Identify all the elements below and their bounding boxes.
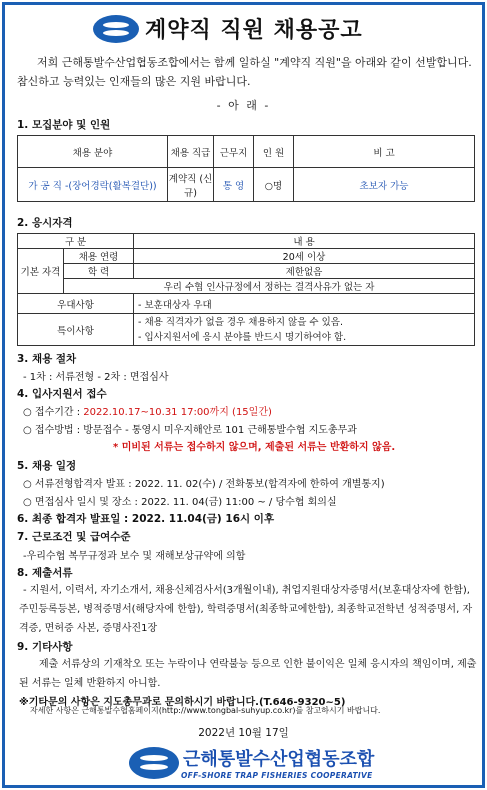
table-cell: 제한없음: [134, 264, 475, 279]
table-cell: [134, 314, 475, 346]
conditions-line: -우리수협 복무규정과 보수 및 재해보상규약에 의함: [23, 551, 246, 562]
table-header: 인 원: [254, 136, 294, 168]
intro-text: 저희 근해통발수산업협동조합에서는 함께 일하실 "계약직 직원"을 아래와 같이 선발합니다. 참신하고 능력있는 인재들의 많은 지원 바랍니다.: [17, 56, 472, 88]
table-cell: 채용 연령: [64, 249, 134, 264]
section-6-heading: 6. 최종 합격자 발표일 : 2022. 11.04(금) 16시 이후: [17, 513, 275, 525]
inquiry-note: ※기타문의 사항은 지도총무과로 문의하시기 바랍니다.(T.646-9320~5): [19, 697, 346, 708]
recruit-table: [17, 135, 475, 202]
section-8-heading: 8. 제출서류: [17, 567, 73, 579]
homepage-note: 자세한 사항은 근해통발수협홈페이지(http://www.tongbal-suhyup.co.kr)를 참고하시기 바랍니다.: [30, 706, 381, 715]
table-cell: 20세 이상: [134, 249, 475, 264]
table-cell: 특이사항: [18, 314, 134, 346]
footer: [5, 743, 482, 789]
footer-org-name: 근해통발수산업협동조합: [183, 749, 375, 770]
section-divider: - 아 래 -: [216, 99, 271, 112]
table-cell: - 보훈대상자 우대: [134, 294, 475, 314]
section-1-heading: 1. 모집분야 및 인원: [17, 119, 111, 131]
warning-line: * 미비된 서류는 접수하지 않으며, 제출된 서류는 반환하지 않음.: [113, 442, 396, 453]
period-label: ○ 접수기간 :: [23, 407, 84, 418]
special-note-2: - 입사지원서에 응시 분야를 반드시 명기하여야 함.: [138, 331, 347, 343]
table-cell: 가 공 직 -(장어경락(활복결단)): [18, 168, 168, 202]
section-5-heading: 5. 채용 일정: [17, 460, 77, 472]
etc-text: 제출 서류상의 기재착오 또는 누락이나 연락불능 등으로 인한 불이익은 일체 응시자의 책임이며, 제출된 서류는 일체 반환하지 아니함.: [19, 659, 477, 689]
table-cell: 학 력: [64, 264, 134, 279]
cooperative-logo-icon: [93, 15, 139, 43]
table-cell: 계약직 (신규): [168, 168, 214, 202]
schedule-line-2: ○ 면접심사 일시 및 장소 : 2022. 11. 04(금) 11:00 ~ / 당수협 회의실: [23, 497, 337, 508]
qualification-table: [17, 233, 475, 346]
table-header: 채용 분야: [18, 136, 168, 168]
notice-frame: [2, 2, 485, 788]
table-header: 비 고: [294, 136, 475, 168]
cooperative-logo-icon: [129, 747, 179, 779]
table-cell: 기본 자격: [18, 249, 64, 294]
page-title: 계약직 직원 채용공고: [145, 17, 363, 43]
section-3-heading: 3. 채용 절차: [17, 353, 77, 365]
table-header: 내 용: [134, 234, 475, 249]
method-line: ○ 접수방법 : 방문접수 - 통영시 미우지해안로 101 근해통발수협 지도총무과: [23, 425, 357, 436]
table-header: 근무지: [214, 136, 254, 168]
procedure-line: - 1차 : 서류전형 - 2차 : 면접심사: [23, 372, 169, 383]
table-cell: ○명: [254, 168, 294, 202]
section-7-heading: 7. 근로조건 및 급여수준: [17, 531, 131, 543]
special-note-1: - 채용 직격자가 없을 경우 채용하지 않을 수 있음.: [138, 316, 343, 328]
table-cell: 통 영: [214, 168, 254, 202]
table-cell: 우대사항: [18, 294, 134, 314]
period-line: [23, 403, 272, 418]
footer-org-english: OFF-SHORE TRAP FISHERIES COOPERATIVE: [181, 771, 373, 780]
notice-date: 2022년 10월 17일: [198, 727, 289, 739]
table-cell: 초보자 가능: [294, 168, 475, 202]
period-value: 2022.10.17~10.31 17:00까지 (15일간): [83, 407, 272, 418]
section-4-heading: 4. 입사지원서 접수: [17, 388, 107, 400]
table-cell: 우리 수협 인사규정에서 정하는 결격사유가 없는 자: [64, 279, 475, 294]
section-9-heading: 9. 기타사항: [17, 641, 73, 653]
table-header: 구 분: [18, 234, 134, 249]
documents-text: - 지원서, 이력서, 자기소개서, 채용신체검사서(3개월이내), 취업지원대상자증명서(보훈대상자에 한함), 주민등록등본, 병적증명서(해당자에 한함), 학력증명서(최종학교에한함), 최종학교전학년 성적증명서, 자격증, 면허증 사본, 증명사진1장: [19, 585, 473, 634]
schedule-line-1: ○ 서류전형합격자 발표 : 2022. 11. 02(수) / 전화통보(합격자에 한하여 개별통지): [23, 479, 385, 490]
header: [5, 13, 482, 47]
section-2-heading: 2. 응시자격: [17, 217, 73, 229]
table-header: 채용 직급: [168, 136, 214, 168]
